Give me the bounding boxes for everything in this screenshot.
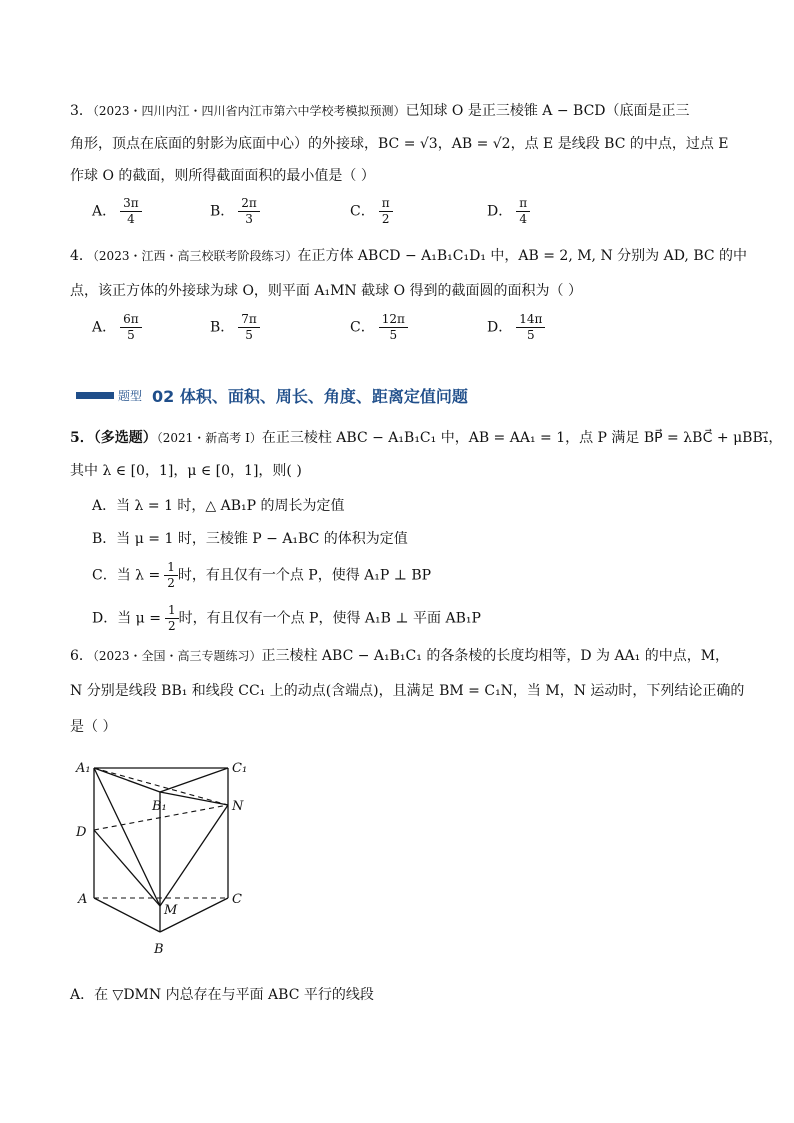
option-fraction: $\frac{12\pi}{5}$ <box>379 312 408 343</box>
section-title: 02 体积、面积、周长、角度、距离定值问题 <box>152 386 468 406</box>
label-a: A <box>78 892 88 907</box>
q6-option-a[interactable]: A．在 ▽DMN 内总存在与平面 ABC 平行的线段 <box>70 987 374 1003</box>
q4-option-c[interactable] <box>350 312 408 343</box>
q6-number: 6． <box>70 648 93 664</box>
q3-option-c[interactable] <box>350 196 393 227</box>
q3-text: 已知球 O 是正三棱锥 A − BCD（底面是正三 <box>405 103 690 119</box>
q4-text: 在正方体 ABCD − A₁B₁C₁D₁ 中，AB = 2, M, N 分别为 AD, BC 的中 <box>297 248 748 264</box>
q5-line2: 其中 λ ∈ [0，1]，μ ∈ [0，1]，则( ) <box>70 463 302 479</box>
option-fraction: $\frac{14\pi}{5}$ <box>516 312 545 343</box>
edge-ab <box>94 898 160 932</box>
option-fraction: $\frac{3\pi}{4}$ <box>120 196 142 227</box>
label-a1: A₁ <box>76 761 91 776</box>
label-c1: C₁ <box>232 761 248 776</box>
option-label: A． <box>92 319 117 336</box>
label-d: D <box>76 825 87 840</box>
q5-option-d[interactable]: D．当 μ = $\frac{1}{2}$ 时，有且仅有一个点 P，使得 A₁B ⊥ 平面 AB₁P <box>92 603 481 633</box>
q5-line1 <box>70 428 782 448</box>
label-c: C <box>232 892 242 907</box>
q3-option-a[interactable] <box>92 196 142 227</box>
q4-line2: 点，该正方体的外接球为球 O，则平面 A₁MN 截球 O 得到的截面圆的面积为（ ） <box>70 283 582 299</box>
q3-line2: 角形，顶点在底面的射影为底面中心）的外接球，BC = √3，AB = √2，点 E 是线段 BC 的中点，过点 E <box>70 136 729 152</box>
option-label: B． <box>210 203 235 220</box>
q5-text: 在正三棱柱 ABC − A₁B₁C₁ 中，AB = AA₁ = 1，点 P 满足 BP⃗ = λBC⃗ + μBB₁⃗， <box>261 430 783 446</box>
option-label: C． <box>350 319 375 336</box>
q4-option-d[interactable] <box>487 312 545 343</box>
q5-option-c[interactable]: C．当 λ = $\frac{1}{2}$ 时，有且仅有一个点 P，使得 A₁P ⊥ BP <box>92 560 432 590</box>
section-bar-icon <box>76 392 114 399</box>
q5-number: 5．（多选题） <box>70 430 157 446</box>
q4-line1 <box>70 246 747 266</box>
option-fraction: $\frac{1}{2}$ <box>165 603 179 634</box>
edge-b1c1 <box>160 768 228 792</box>
option-fraction: $\frac{\pi}{4}$ <box>516 196 530 227</box>
q6-text: 正三棱柱 ABC − A₁B₁C₁ 的各条棱的长度均相等，D 为 AA₁ 的中点，M， <box>261 648 730 664</box>
q6-line3: 是（ ） <box>70 719 117 735</box>
option-label: A． <box>92 203 117 220</box>
q4-option-a[interactable] <box>92 312 142 343</box>
q3-number: 3． <box>70 103 93 119</box>
prism-figure <box>60 750 280 970</box>
segment-dm <box>94 830 160 906</box>
q3-option-d[interactable] <box>487 196 530 227</box>
option-label: D． <box>487 203 513 220</box>
option-label: C． <box>350 203 375 220</box>
label-n: N <box>232 799 244 814</box>
q5-option-b[interactable]: B．当 μ = 1 时，三棱锥 P − A₁BC 的体积为定值 <box>92 531 408 547</box>
section-header <box>76 381 468 409</box>
q3-source: （2023・四川内江・四川省内江市第六中学校考模拟预测） <box>92 104 406 118</box>
q4-source: （2023・江西・高三校联考阶段练习） <box>92 249 298 263</box>
segment-mn <box>160 805 228 906</box>
option-fraction: $\frac{7\pi}{5}$ <box>238 312 260 343</box>
q6-line2: N 分别是线段 BB₁ 和线段 CC₁ 上的动点(含端点)，且满足 BM = C₁N，当 M，N 运动时，下列结论正确的 <box>70 683 745 699</box>
option-fraction: $\frac{6\pi}{5}$ <box>120 312 142 343</box>
q5-source: （2021・新高考 Ⅰ） <box>156 431 262 445</box>
option-label: D． <box>487 319 513 336</box>
option-label: B． <box>210 319 235 336</box>
option-fraction: $\frac{1}{2}$ <box>164 560 178 591</box>
option-fraction: $\frac{\pi}{2}$ <box>379 196 393 227</box>
q3-option-b[interactable] <box>210 196 260 227</box>
segment-b1n <box>160 792 228 805</box>
option-fraction: $\frac{2\pi}{3}$ <box>238 196 260 227</box>
q4-option-b[interactable] <box>210 312 260 343</box>
label-b1: B₁ <box>152 799 167 814</box>
section-tag: 题型 <box>118 388 143 403</box>
q3-line3: 作球 O 的截面，则所得截面面积的最小值是（ ） <box>70 168 375 184</box>
q4-number: 4． <box>70 248 93 264</box>
q5-option-a[interactable]: A．当 λ = 1 时，△ AB₁P 的周长为定值 <box>92 498 345 514</box>
label-m: M <box>164 903 178 918</box>
label-b: B <box>154 942 164 957</box>
q3-line1 <box>70 101 690 121</box>
q6-source: （2023・全国・高三专题练习） <box>92 649 262 663</box>
q6-line1 <box>70 646 729 666</box>
